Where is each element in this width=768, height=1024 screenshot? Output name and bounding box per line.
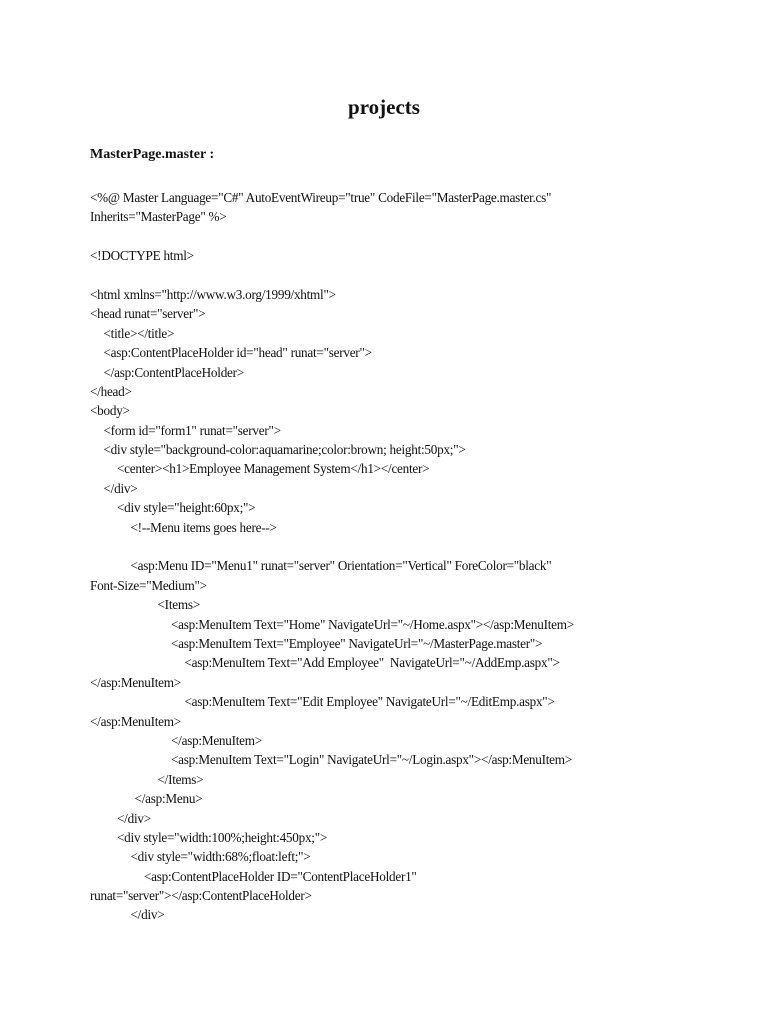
code-line: <!DOCTYPE html> <box>90 248 194 264</box>
code-line: Inherits="MasterPage" %> <box>90 209 227 225</box>
code-line: </asp:MenuItem> <box>90 713 181 729</box>
code-line: <form id="form1" runat="server"> <box>103 422 281 438</box>
code-line: <asp:ContentPlaceHolder ID="ContentPlaceHolder1" <box>144 868 417 884</box>
code-line: <asp:MenuItem Text="Login" NavigateUrl="~/Login.aspx"></asp:MenuItem> <box>171 752 572 768</box>
code-line <box>90 537 730 556</box>
code-line: <asp:MenuItem Text="Edit Employee" NavigateUrl="~/EditEmp.aspx"> <box>184 694 555 710</box>
code-line: <div style="width:100%;height:450px;"> <box>117 829 328 845</box>
document-title: projects <box>348 95 420 119</box>
code-line: </Items> <box>157 771 204 787</box>
code-line: </asp:MenuItem> <box>171 732 262 748</box>
code-listing <box>90 188 730 925</box>
code-line: </asp:ContentPlaceHolder> <box>103 364 244 380</box>
code-line: </asp:Menu> <box>134 791 203 807</box>
code-line: <asp:MenuItem Text="Home" NavigateUrl="~/Home.aspx"></asp:MenuItem> <box>171 616 574 632</box>
code-line: </head> <box>90 383 132 399</box>
code-line: <html xmlns="http://www.w3.org/1999/xhtml"> <box>90 286 336 302</box>
code-line: </div> <box>117 810 151 826</box>
code-line: <Items> <box>157 597 200 613</box>
code-line: <center><h1>Employee Management System</h1></center> <box>117 461 430 477</box>
code-line: <asp:Menu ID="Menu1" runat="server" Orientation="Vertical" ForeColor="black" <box>130 558 552 574</box>
code-line: <div style="background-color:aquamarine;color:brown; height:50px;"> <box>103 442 466 458</box>
code-line: <title></title> <box>103 325 175 341</box>
code-line: <div style="height:60px;"> <box>117 500 256 516</box>
code-line: <head runat="server"> <box>90 306 206 322</box>
code-line: <div style="width:68%;float:left;"> <box>130 849 311 865</box>
code-line: <!--Menu items goes here--> <box>130 519 277 535</box>
code-line: </asp:MenuItem> <box>90 674 181 690</box>
code-line <box>90 227 730 246</box>
section-heading: MasterPage.master : <box>90 147 215 162</box>
code-line: <asp:MenuItem Text="Add Employee" NavigateUrl="~/AddEmp.aspx"> <box>184 655 560 671</box>
code-line: </div> <box>103 480 138 496</box>
code-line: <body> <box>90 403 130 419</box>
code-line: runat="server"></asp:ContentPlaceHolder> <box>90 888 312 904</box>
code-line: </div> <box>130 907 165 923</box>
code-line: <%@ Master Language="C#" AutoEventWireup="true" CodeFile="MasterPage.master.cs" <box>90 190 552 205</box>
code-line: Font-Size="Medium"> <box>90 577 207 593</box>
code-line: <asp:MenuItem Text="Employee" NavigateUrl="~/MasterPage.master"> <box>171 635 543 651</box>
code-line: <asp:ContentPlaceHolder id="head" runat="server"> <box>103 345 372 361</box>
code-line <box>90 266 730 285</box>
